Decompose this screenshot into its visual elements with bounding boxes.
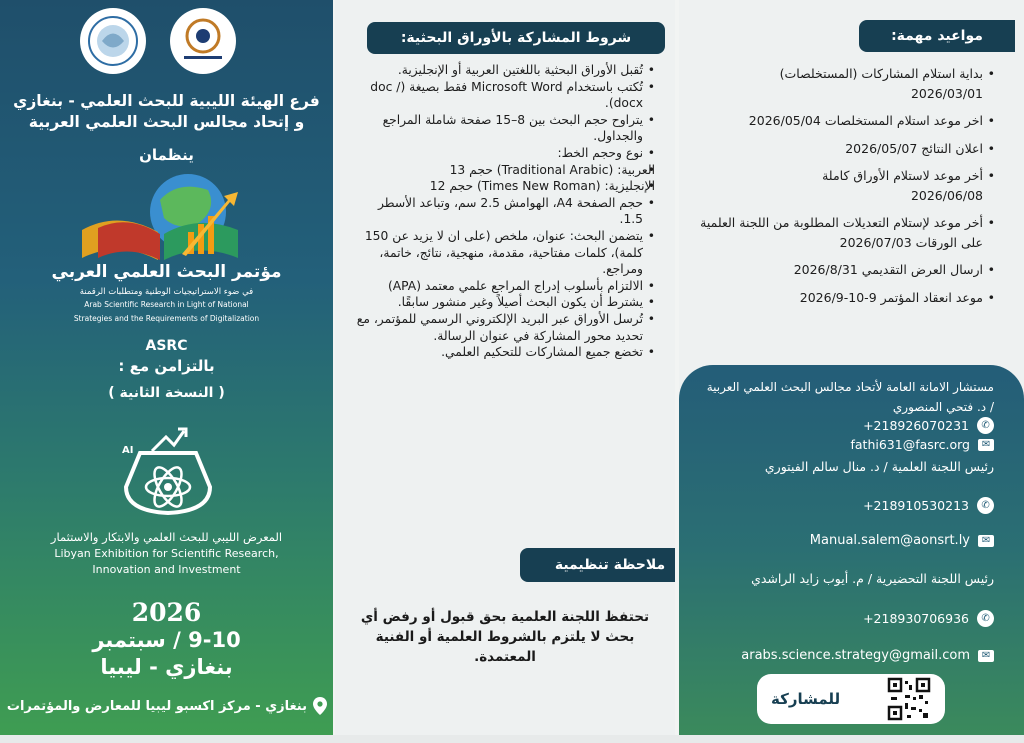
deadline-label: اعلان النتائج [921,140,983,156]
condition-item: • يتضمن البحث: عنوان، ملخص (على ان لا يزيد عن 150 كلمة)، كلمات مفتاحية، مقدمة، منهجية، نتائج، خاتمة، ومراجع. [355,228,655,278]
note-text: تحتفظ اللجنة العلمية بحق قبول أو رفض أي بحث لا يلتزم بالشروط العلمية أو الفنية المعتمدة. [360,609,650,665]
deadline-date: 2026/05/07 [845,140,918,156]
deadline-date: 2026/8/31 [793,262,858,277]
conference-title-en-2: Strategies and the Requirements of Digitalization [73,314,260,323]
ai-label: AI [122,445,134,456]
deadline-label: بداية استلام المشاركات (المستخلصات) [779,66,983,81]
sci-email[interactable]: Manual.salem@aonsrt.ly [809,533,970,548]
prep-phone[interactable]: +218930706936 [863,611,969,626]
deadline-label: اخر موعد استلام المستخلصات [824,113,983,128]
deadline-date: 2026/06/08 [910,187,983,203]
qr-code-icon[interactable] [887,677,931,721]
conference-logo [78,170,258,269]
ai-atom-logo [118,425,218,529]
deadline-item [693,166,995,205]
deadline-item [693,213,995,252]
advisor-phone[interactable]: +218926070231 [863,418,969,433]
deadline-label: أخر موعد لإستلام التعديلات المطلوبة من اللجنة العلمية على الورقات [700,215,983,250]
participate-button[interactable] [757,674,945,724]
deadline-item [693,139,995,159]
expo-title-en-1: Libyan Exhibition for Scientific Research, [54,547,279,560]
right-panel [679,0,1024,735]
libyan-authority-logo [170,8,236,74]
edition-label: ( النسخة الثانية ) [108,385,225,401]
expo-title-ar: المعرض الليبي للبحث العلمي والابتكار والاستثمار [50,530,283,544]
deadlines-list [693,64,995,307]
email-icon: ✉ [978,439,994,451]
deadline-label: ارسال العرض التقديمي [861,262,983,277]
general-email-row [741,648,994,663]
deadline-label: موعد انعقاد المؤتمر [880,289,983,305]
condition-item: • تخضع جميع المشاركات للتحكيم العلمي. [355,344,655,361]
conference-title-ar: مؤتمر البحث العلمي العربي [51,262,282,282]
condition-item: • تُرسل الأوراق عبر البريد الإلكتروني الرسمي للمؤتمر، مع تحديد محور المشاركة في عنوان الرسالة. [355,311,655,344]
conference-title-en-1: Arab Scientific Research in Light of National [84,300,249,309]
condition-sub-item: • الإنجليزية: (Times New Roman) حجم 12 [355,178,655,195]
condition-item: • الالتزام بأسلوب إدراج المراجع علمي معتمد (APA) [355,278,655,295]
condition-item: • حجم الصفحة A4، الهوامش 2.5 سم، وتباعد الأسطر 1.5. [355,195,655,228]
condition-item: • يتراوح حجم البحث بين 8–15 صفحة شاملة المراجع والجداول. [355,112,655,145]
phone-icon: ✆ [977,497,994,514]
event-city: بنغازي - ليبيا [100,655,233,679]
sci-phone-row [863,497,994,514]
deadline-label: أخر موعد لاستلام الأوراق كاملة [822,168,983,183]
org-line-2: و إتحاد مجالس البحث العلمي العربية [28,113,305,131]
deadline-item [693,111,995,131]
organize-label: ينظمان [139,146,194,164]
contacts-box [679,365,1024,735]
general-email[interactable]: arabs.science.strategy@gmail.com [741,648,970,663]
condition-sub-item: • العربية: (Traditional Arabic) حجم 13 [355,162,655,179]
deadline-date: 2026/03/01 [910,85,983,101]
conference-subtitle-ar: في ضوء الاستراتيجيات الوطنية ومتطلبات الرقمنة [79,287,254,297]
advisor-email[interactable]: fathi631@fasrc.org [850,437,970,452]
event-dates: 9-10 / سبتمبر [92,628,241,652]
left-panel [0,0,333,735]
condition-item: • نوع وحجم الخط: [355,145,655,162]
advisor-email-row [850,437,994,452]
condition-item: • تُقبل الأوراق البحثية باللغتين العربية أو الإنجليزية. [355,62,655,79]
deadline-item [693,288,995,308]
deadline-date: 9-10-2026/9 [799,289,877,305]
phone-icon: ✆ [977,417,994,434]
prep-committee-role: رئيس اللجنة التحضيرية / م. أيوب زايد الراشدي [751,571,994,586]
advisor-role: مستشار الامانة العامة لأتحاد مجالس البحث العلمي العربية / د. فتحي المنصوري [706,380,994,414]
deadline-item [693,64,995,103]
note-header: ملاحظة تنظيمية [520,548,675,582]
participate-label: للمشاركة [771,690,841,708]
conditions-list [355,62,655,361]
venue-text: بنغازي - مركز اكسبو ليبيا للمعارض والمؤتمرات [6,698,307,714]
expo-title-en-2: Innovation and Investment [92,563,241,576]
middle-panel [335,0,675,735]
concurrent-label: بالتزامن مع : [118,357,215,375]
org-line-1: فرع الهيئة الليبية للبحث العلمي - بنغازي [13,92,320,110]
deadlines-header: مواعيد مهمة: [859,20,1015,52]
email-icon: ✉ [978,650,994,662]
email-icon: ✉ [978,535,994,547]
venue [7,697,327,715]
acronym: ASRC [145,338,188,354]
event-year: 2026 [131,598,202,627]
conditions-header: شروط المشاركة بالأوراق البحثية: [367,22,665,54]
advisor-phone-row [863,417,994,434]
prep-phone-row [863,610,994,627]
arab-councils-logo [80,8,146,74]
condition-item: • تُكتب باستخدام Microsoft Word فقط بصيغة (doc / docx). [355,79,655,112]
phone-icon: ✆ [977,610,994,627]
sci-email-row [810,533,994,548]
deadline-date: 2026/05/04 [748,113,821,128]
deadline-date: 2026/07/03 [839,234,912,250]
condition-item: • يشترط أن يكون البحث أصيلاً وغير منشور سابقًا. [355,294,655,311]
sci-phone[interactable]: +218910530213 [863,498,969,513]
deadline-item [693,260,995,280]
bottom-strip [0,735,1024,743]
location-pin-icon [313,697,327,715]
sci-committee-role: رئيس اللجنة العلمية / د. منال سالم الفيتوري [764,459,994,474]
